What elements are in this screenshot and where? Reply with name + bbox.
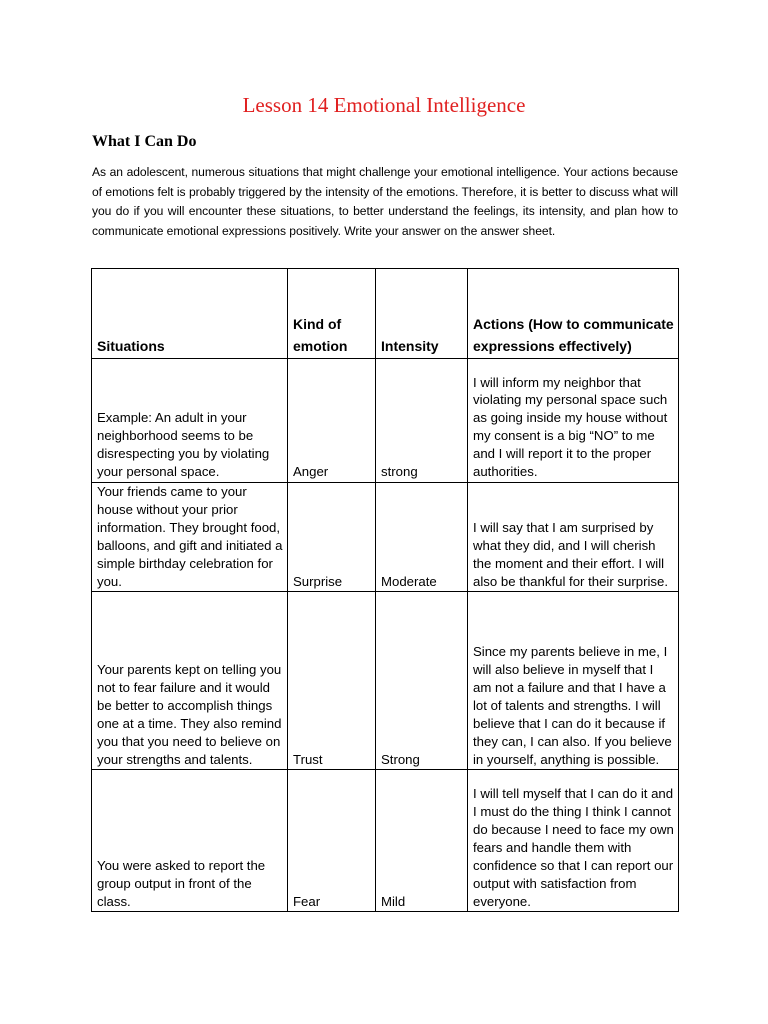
table-row: [92, 592, 679, 770]
intro-paragraph: As an adolescent, numerous situations that might challenge your emotional intelligence. Your actions because of emotions felt is probably triggered by the intensity of the emotions. Therefore, it is better to discuss what will you do if you will encounter these situations, to better understand the feelings, its intensity, and plan how to communicate emotional expressions positively. Write your answer on the answer sheet.: [92, 165, 678, 238]
action-cell: I will tell myself that I can do it and I must do the thing I think I cannot do because I need to face my own fears and handle them with confidence so that I can report our output with satisfaction from everyone.: [468, 770, 679, 912]
kind-cell: Surprise: [288, 483, 376, 592]
table-header-row: [92, 269, 679, 359]
table-row: [92, 483, 679, 592]
situation-cell: Example: An adult in your neighborhood seems to be disrespecting you by violating your personal space.: [92, 359, 288, 483]
action-cell: I will say that I am surprised by what they did, and I will cherish the moment and their effort. I will also be thankful for their surprise.: [468, 483, 679, 592]
header-situations: Situations: [92, 269, 288, 359]
section-heading: What I Can Do: [92, 133, 197, 150]
situation-cell: Your parents kept on telling you not to fear failure and it would be better to accomplish things one at a time. They also remind you that you need to believe on your strengths and talents.: [92, 592, 288, 770]
kind-cell: Trust: [288, 592, 376, 770]
situation-cell: You were asked to report the group output in front of the class.: [92, 770, 288, 912]
action-cell: Since my parents believe in me, I will also believe in myself that I am not a failure and that I have a lot of talents and strengths. I will believe that I can do it because if they can, I can also. If you believe in yourself, anything is possible.: [468, 592, 679, 770]
intensity-cell: Mild: [376, 770, 468, 912]
situation-cell: Your friends came to your house without your prior information. They brought food, balloons, and gift and initiated a simple birthday celebration for you.: [92, 483, 288, 592]
situations-table: [91, 268, 679, 912]
page-title: Lesson 14 Emotional Intelligence: [242, 93, 526, 117]
action-cell: I will inform my neighbor that violating my personal space such as going inside my house without my consent is a big “NO” to me and I will report it to the proper authorities.: [468, 359, 679, 483]
intensity-cell: strong: [376, 359, 468, 483]
table-row: [92, 770, 679, 912]
header-kind-of-emotion: Kind of emotion: [288, 269, 376, 359]
intensity-cell: Strong: [376, 592, 468, 770]
header-intensity: Intensity: [376, 269, 468, 359]
header-actions: Actions (How to communicate expressions effectively): [468, 269, 679, 359]
kind-cell: Anger: [288, 359, 376, 483]
table-row: [92, 359, 679, 483]
kind-cell: Fear: [288, 770, 376, 912]
intensity-cell: Moderate: [376, 483, 468, 592]
